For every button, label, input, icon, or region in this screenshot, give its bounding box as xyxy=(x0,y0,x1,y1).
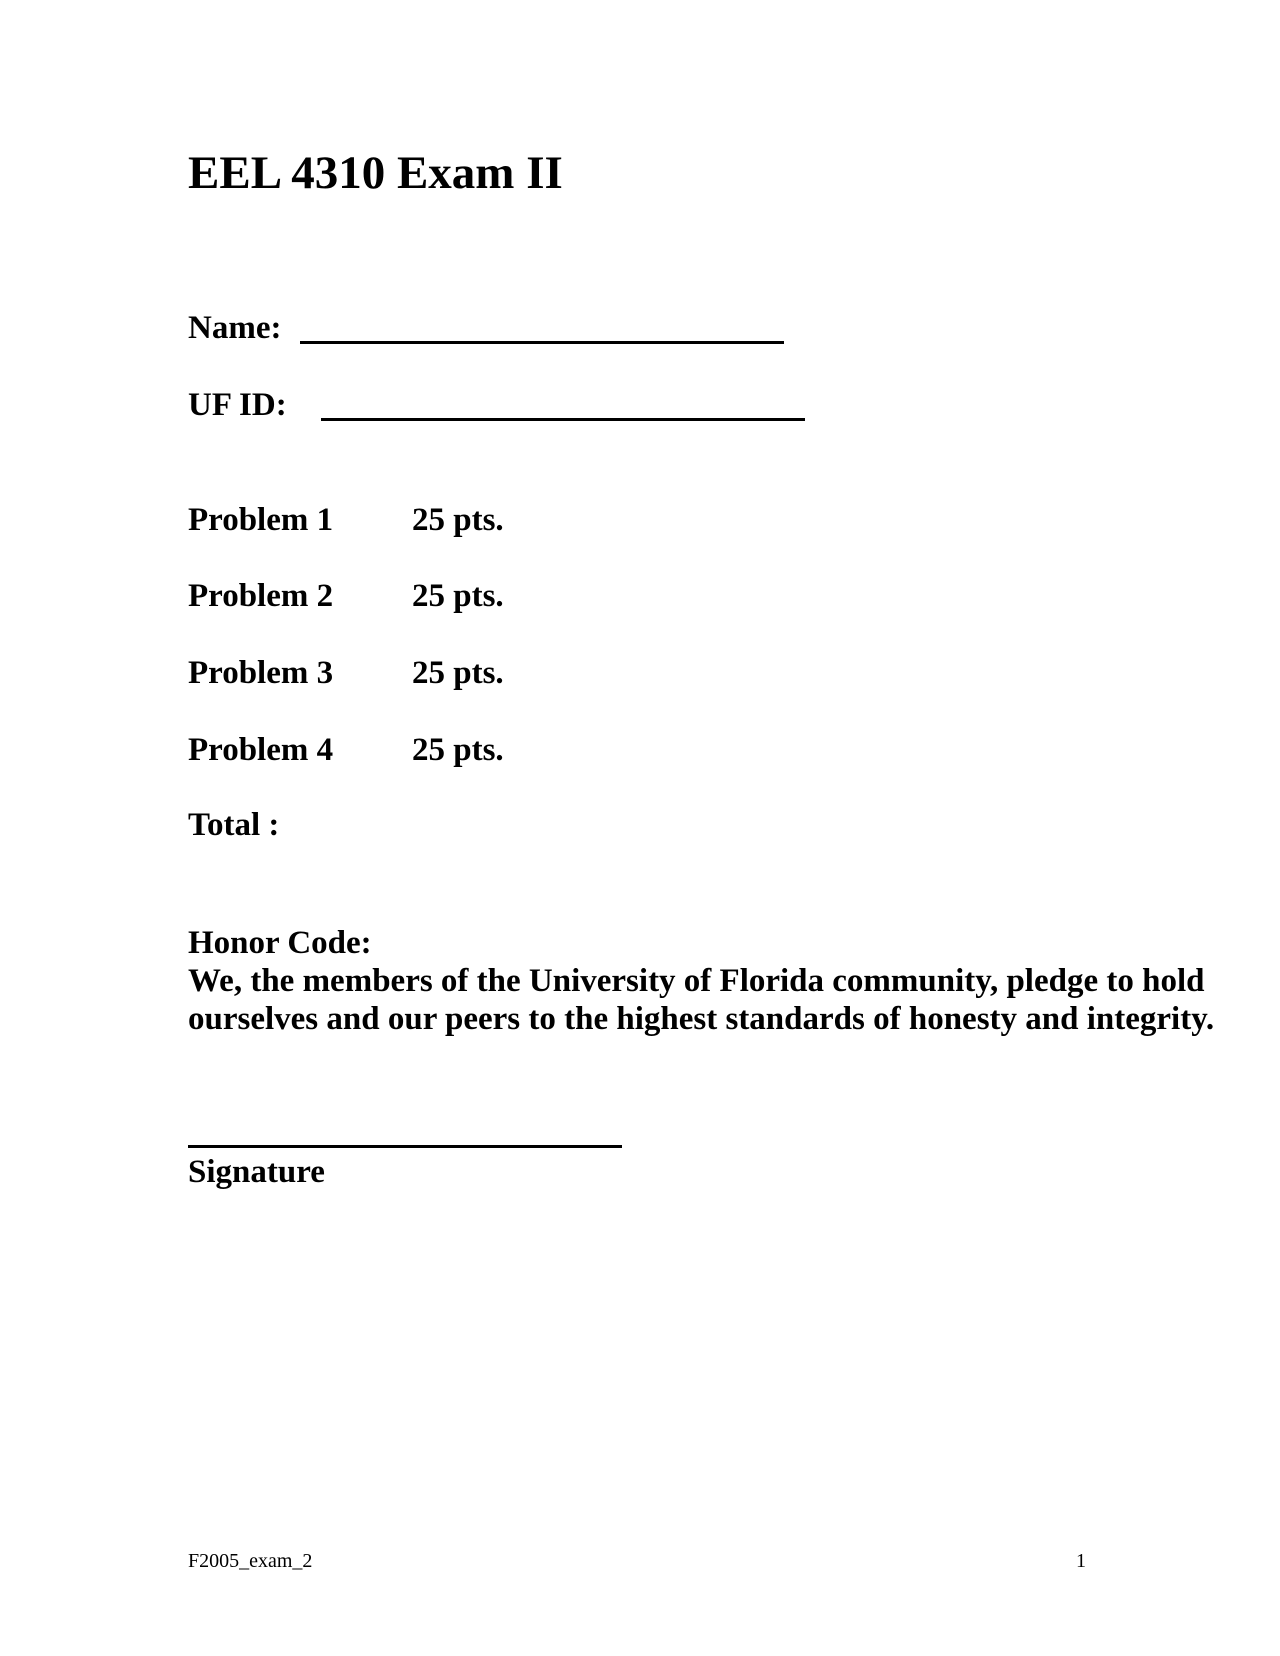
page-number: 1 xyxy=(1076,1550,1086,1572)
problem-points: 25 pts. xyxy=(412,655,504,691)
problem-label: Problem 4 xyxy=(188,732,334,768)
total-label: Total : xyxy=(188,807,280,843)
problem-label: Problem 3 xyxy=(188,655,334,691)
ufid-blank-line[interactable] xyxy=(321,418,805,421)
problem-points: 25 pts. xyxy=(412,502,504,538)
signature-label: Signature xyxy=(188,1154,325,1190)
honor-code-heading: Honor Code: xyxy=(188,925,372,961)
problem-label: Problem 1 xyxy=(188,502,334,538)
name-label: Name: xyxy=(188,310,282,346)
page-title: EEL 4310 Exam II xyxy=(188,147,563,199)
honor-code-section xyxy=(188,924,1228,1038)
problem-points: 25 pts. xyxy=(412,578,504,614)
name-blank-line[interactable] xyxy=(300,341,784,344)
honor-code-text: We, the members of the University of Florida community, pledge to hold ourselves and our peers to the highest standards of honesty and integrity. xyxy=(188,963,1215,1037)
footer-doc-id: F2005_exam_2 xyxy=(188,1550,313,1572)
signature-blank-line[interactable] xyxy=(188,1145,622,1148)
problem-label: Problem 2 xyxy=(188,578,334,614)
ufid-label: UF ID: xyxy=(188,387,287,423)
problem-points: 25 pts. xyxy=(412,732,504,768)
